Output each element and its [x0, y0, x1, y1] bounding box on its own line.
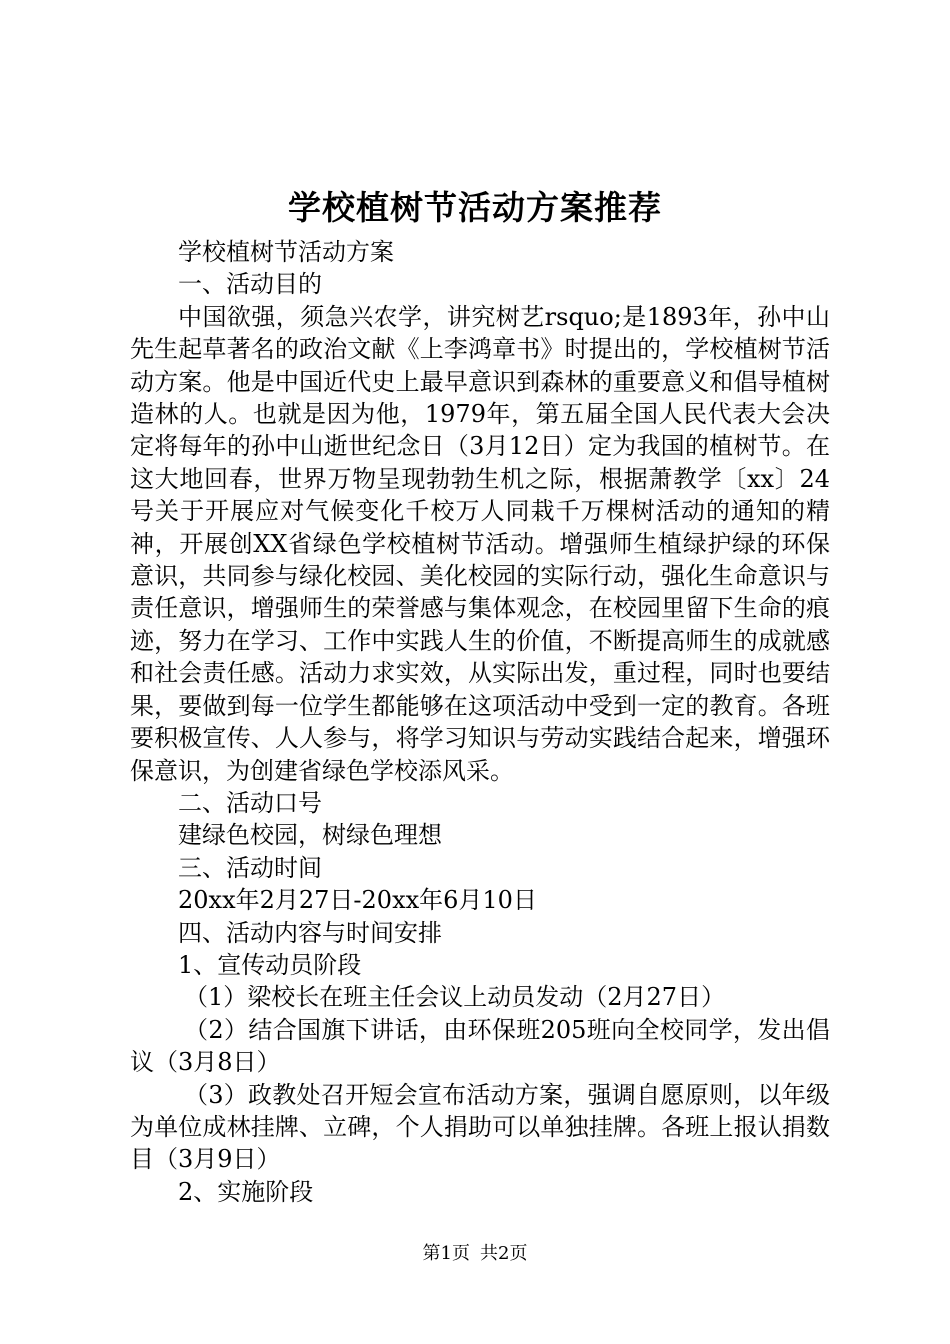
document-body [130, 236, 830, 1208]
list-item: （3）政教处召开短会宣布活动方案，强调自愿原则，以年级为单位成林挂牌、立碑，个人捐助可以单独挂牌。各班上报认捐数目（3月9日） [130, 1080, 830, 1174]
paragraph-slogan: 建绿色校园，树绿色理想 [178, 821, 442, 850]
section-heading-schedule: 四、活动内容与时间安排 [178, 918, 442, 947]
subsection-heading-mobilize: 1、宣传动员阶段 [178, 950, 362, 979]
page-total: 共2页 [480, 1243, 528, 1264]
subsection-heading-implement: 2、实施阶段 [178, 1177, 314, 1206]
document-title: 学校植树节活动方案推荐 [288, 188, 662, 227]
list-item: （2）结合国旗下讲话，由环保班205班向全校同学，发出倡议（3月8日） [130, 1015, 830, 1077]
paragraph-time: 20xx年2月27日-20xx年6月10日 [178, 886, 537, 915]
section-heading-time: 三、活动时间 [178, 853, 322, 882]
paragraph-purpose: 中国欲强，须急兴农学，讲究树艺rsquo;是1893年，孙中山先生起草著名的政治文献《上李鸿章书》时提出的，学校植树节活动方案。他是中国近代史上最早意识到森林的重要意义和倡导植树造林的人。也就是因为他，1979年，第五届全国人民代表大会决定将每年的孙中山逝世纪念日（3月12日）定为我国的植树节。在这大地回春，世界万物呈现勃勃生机之际，根据萧教学〔xx〕24号关于开展应对气候变化千校万人同栽千万棵树活动的通知的精神，开展创XX省绿色学校植树节活动。增强师生植绿护绿的环保意识，共同参与绿化校园、美化校园的实际行动，强化生命意识与责任意识，增强师生的荣誉感与集体观念，在校园里留下生命的痕迹，努力在学习、工作中实践人生的价值，不断提高师生的成就感和社会责任感。活动力求实效，从实际出发，重过程，同时也要结果，要做到每一位学生都能够在这项活动中受到一定的教育。各班要积极宣传、人人参与，将学习知识与劳动实践结合起来，增强环保意识，为创建省绿色学校添风采。 [130, 302, 830, 785]
page-number: 第1页 [422, 1243, 470, 1264]
page-footer [0, 1240, 950, 1268]
list-item: （1）梁校长在班主任会议上动员发动（2月27日） [184, 983, 726, 1012]
section-heading-purpose: 一、活动目的 [178, 270, 322, 299]
paragraph-heading: 学校植树节活动方案 [178, 238, 394, 266]
section-heading-slogan: 二、活动口号 [178, 788, 322, 817]
